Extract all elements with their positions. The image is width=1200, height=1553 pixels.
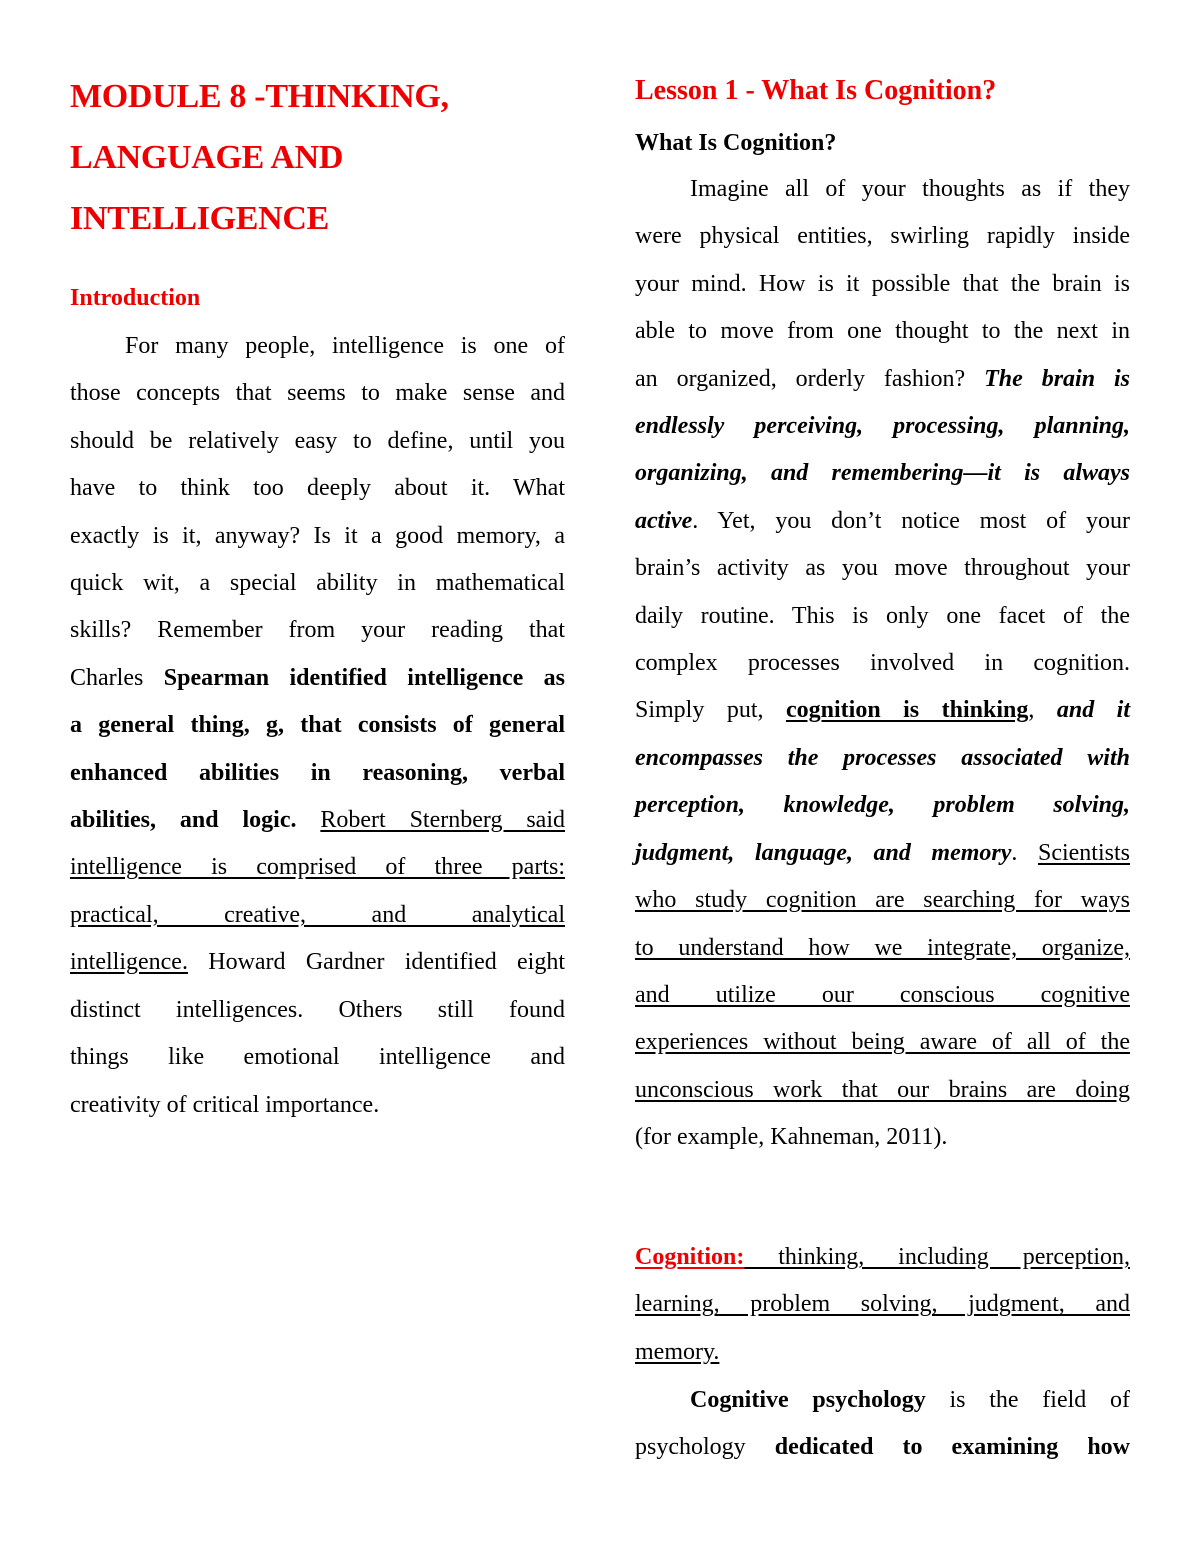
text-line: daily routine. This is only one facet of the xyxy=(635,602,1130,629)
text-line: unconscious work that our brains are doing xyxy=(635,1076,1130,1103)
text-line: Imagine all of your thoughts as if they xyxy=(690,176,1130,202)
definition-term: Cognition: xyxy=(635,1244,745,1270)
text-line: perception, knowledge, problem solving, xyxy=(635,792,1130,819)
text-line: (for example, Kahneman, 2011). xyxy=(635,1124,948,1151)
text-line: have to think too deeply about it. What xyxy=(70,475,565,502)
module-title-line: LANGUAGE AND xyxy=(70,139,344,176)
text-line: Charles Spearman identified intelligence as xyxy=(70,664,566,691)
cognitive-psychology-paragraph xyxy=(635,1377,1130,1472)
text-line: an organized, orderly fashion? The brain is xyxy=(635,365,1130,392)
text-line: brain’s activity as you move throughout your xyxy=(635,555,1130,582)
section-subheading: What Is Cognition? xyxy=(635,130,837,156)
text-line: and utilize our conscious cognitive xyxy=(635,981,1130,1008)
text-line: endlessly perceiving, processing, planning, xyxy=(635,413,1130,440)
text-line: active. Yet, you don’t notice most of your xyxy=(635,507,1130,534)
text-line: Simply put, cognition is thinking, and it xyxy=(635,697,1131,724)
text-line: a general thing, g, that consists of general xyxy=(70,712,565,739)
text-line: to understand how we integrate, organize, xyxy=(635,934,1130,961)
text-line: memory. xyxy=(635,1338,720,1365)
text-line: experiences without being aware of all of the xyxy=(635,1029,1130,1056)
text-line: practical, creative, and analytical xyxy=(70,901,565,928)
text-line: enhanced abilities in reasoning, verbal xyxy=(70,759,565,786)
text-line: creativity of critical importance. xyxy=(70,1091,380,1118)
spearman-emphasis: Spearman identified intelligence as xyxy=(163,664,566,691)
text-line: your mind. How is it possible that the brain is xyxy=(635,270,1130,297)
text-line: who study cognition are searching for ways xyxy=(635,887,1130,914)
text-line: encompasses the processes associated with xyxy=(635,744,1130,771)
text-line: organizing, and remembering—it is always xyxy=(635,460,1130,487)
module-title xyxy=(70,66,565,249)
sternberg-underline: Robert Sternberg said xyxy=(320,807,565,834)
cognition-definition xyxy=(635,1234,1130,1376)
text-line: were physical entities, swirling rapidly inside xyxy=(635,223,1130,250)
text-line: able to move from one thought to the next in xyxy=(635,318,1130,345)
text-line: should be relatively easy to define, until you xyxy=(70,427,565,454)
module-title-line: MODULE 8 -THINKING, xyxy=(70,78,449,115)
text-line: those concepts that seems to make sense and xyxy=(70,380,565,407)
text-line: For many people, intelligence is one of xyxy=(125,333,565,359)
cognition-is-thinking: cognition is thinking xyxy=(785,697,1029,724)
introduction-paragraph xyxy=(70,323,565,1129)
text-line: intelligence. Howard Gardner identified eight xyxy=(70,949,565,976)
text-line: complex processes involved in cognition. xyxy=(635,650,1130,677)
text-line: things like emotional intelligence and xyxy=(70,1044,565,1071)
lesson-title: Lesson 1 - What Is Cognition? xyxy=(635,75,997,106)
introduction-heading: Introduction xyxy=(70,285,201,311)
text-line: skills? Remember from your reading that xyxy=(70,617,565,644)
text-line: judgment, language, and memory. Scientists xyxy=(635,839,1130,866)
text-line: exactly is it, anyway? Is it a good memory, a xyxy=(70,522,565,549)
module-title-line: INTELLIGENCE xyxy=(70,200,330,237)
text-line: Cognitive psychology is the field of xyxy=(690,1387,1130,1413)
text-line: quick wit, a special ability in mathematical xyxy=(70,570,565,597)
cognition-paragraph xyxy=(635,166,1130,1162)
text-line: intelligence is comprised of three parts: xyxy=(70,854,565,881)
text-line: Cognition: thinking, including perception, xyxy=(635,1244,1130,1270)
text-line: distinct intelligences. Others still found xyxy=(70,996,565,1023)
text-line: learning, problem solving, judgment, and xyxy=(635,1291,1130,1318)
text-line: psychology dedicated to examining how xyxy=(635,1434,1130,1461)
text-line: abilities, and logic. Robert Sternberg said xyxy=(70,807,565,834)
